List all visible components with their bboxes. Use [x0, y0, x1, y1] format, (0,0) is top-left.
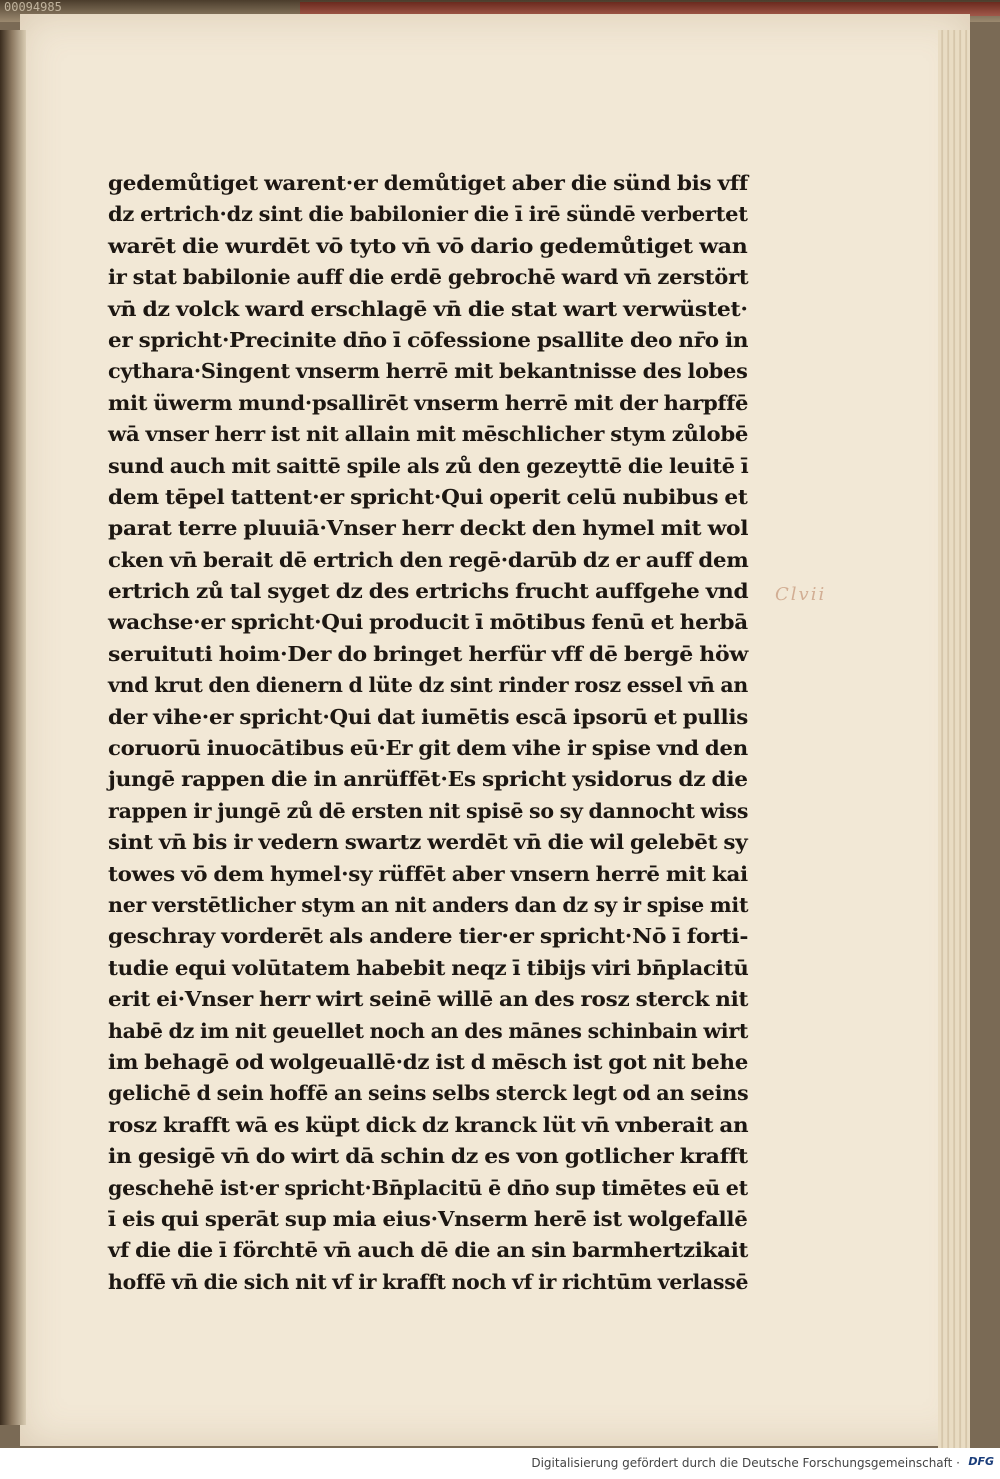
text-block — [108, 168, 748, 1298]
text-line: sint vn̄ bis ir vedern swartz werdēt vn̄ die wil gelebēt sy — [108, 830, 748, 855]
text-line: in gesigē vn̄ do wirt dā schin dz es von gotlicher krafft — [108, 1144, 748, 1169]
text-line: habē dz im nit geuellet noch an des mānes schinbain wirt — [108, 1018, 749, 1043]
footer-credit: Digitalisierung gefördert durch die Deutsche Forschungsgemeinschaft · — [531, 1456, 960, 1470]
footer-bar — [0, 1448, 1000, 1479]
text-line: cken vn̄ berait dē ertrich den regē·darūb dz er auff dem — [108, 547, 749, 572]
text-line: sund auch mit saittē spile als zů den gezeyttē die leuitē ī — [108, 453, 749, 478]
text-line: warēt die wurdēt vō tyto vn̄ vō dario gedemůtiget wan — [108, 233, 748, 258]
page-fore-edge — [938, 30, 970, 1448]
text-line: gedemůtiget warent·er demůtiget aber die sünd bis vff — [108, 171, 748, 195]
text-line: ī eis qui sperāt sup mia eius·Vnserm herē ist wolgefallē — [108, 1206, 748, 1231]
text-line: parat terre pluuiā·Vnser herr deckt den hymel mit wol — [108, 516, 749, 541]
text-line: er spricht·Precinite dn̄o ī cōfessione psallite deo nr̄o in — [108, 327, 749, 352]
text-line: geschehē ist·er spricht·Bn̄placitū ē dn̄o sup timētes eū et — [108, 1175, 748, 1200]
text-line: vnd krut den dienern d lüte dz sint rinder rosz essel vn̄ an — [108, 673, 749, 698]
text-line: ner verstētlicher stym an nit anders dan dz sy ir spise mit — [108, 892, 749, 917]
scan-id-label: 00094985 — [4, 0, 62, 14]
text-line: wā vnser herr ist nit allain mit mēschlicher stym zůlobē — [108, 422, 749, 447]
text-line: vn̄ dz volck ward erschlagē vn̄ die stat wart verwüstet· — [108, 296, 748, 321]
text-line: jungē rappen die in anrüffēt·Es spricht ysidorus dz die — [108, 767, 748, 792]
text-line: geschray vorderēt als andere tier·er spricht·Nō ī forti- — [108, 924, 749, 949]
text-line: ir stat babilonie auff die erdē gebrochē ward vn̄ zerstört — [108, 265, 749, 290]
text-line: hoffē vn̄ die sich nit vf ir krafft noch vf ir richtūm verlassē — [108, 1269, 749, 1294]
text-line: coruorū inuocātibus eū·Er git dem vihe ir spise vnd den — [108, 736, 748, 761]
text-line: im behagē od wolgeuallē·dz ist d mēsch ist got nit behe — [108, 1049, 749, 1074]
text-line: vf die die ī förchtē vn̄ auch dē die an sin barmhertzikait — [108, 1238, 749, 1263]
text-line: tudie equi volūtatem habebit neqz ī tibijs viri bn̄placitū — [108, 955, 749, 980]
text-line: cythara·Singent vnserm herrē mit bekantnisse des lobes — [108, 359, 748, 384]
text-line: gelichē d sein hoffē an seins selbs sterck legt od an seins — [108, 1081, 749, 1106]
margin-note: Clvii — [775, 584, 827, 605]
text-line: rappen ir jungē zů dē ersten nit spisē so sy dannocht wiss — [108, 798, 749, 823]
text-line: wachse·er spricht·Qui producit ī mōtibus fenū et herbā — [108, 610, 748, 635]
text-line: rosz krafft wā es küpt dick dz kranck lüt vn̄ vnberait an — [108, 1112, 749, 1137]
text-line: ertrich zů tal syget dz des ertrichs frucht auffgehe vnd — [108, 579, 749, 604]
text-line: towes vō dem hymel·sy rüffēt aber vnsern herrē mit kai — [108, 861, 748, 886]
text-line: der vihe·er spricht·Qui dat iumētis escā ipsorū et pullis — [108, 704, 749, 729]
facing-page-edge — [0, 30, 26, 1425]
text-line: seruituti hoim·Der do bringet herfür vff dē bergē höw — [108, 641, 749, 666]
text-line: dem tēpel tattent·er spricht·Qui operit celū nubibus et — [108, 484, 748, 509]
text-line: mit üwerm mund·psallirēt vnserm herrē mit der harpffē — [108, 390, 749, 415]
text-line: erit ei·Vnser herr wirt seinē willē an des rosz sterck nit — [108, 987, 749, 1012]
text-line: dz ertrich·dz sint die babilonier die ī irē sündē verbertet — [108, 202, 748, 227]
dfg-logo: DFG — [968, 1455, 994, 1468]
